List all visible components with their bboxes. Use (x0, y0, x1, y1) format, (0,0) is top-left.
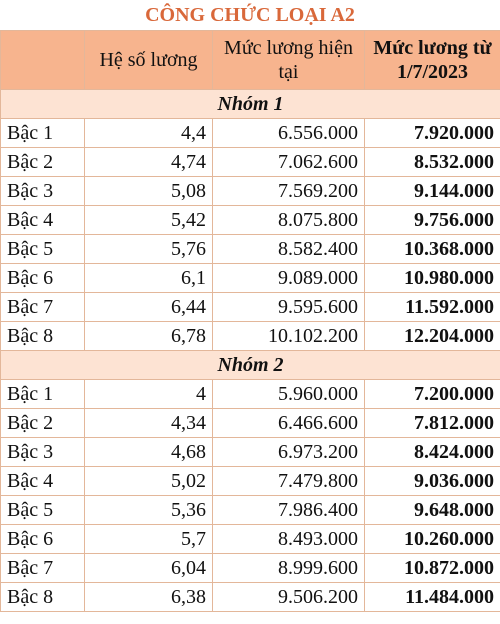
new-salary-cell: 11.592.000 (365, 293, 500, 322)
new-salary-cell: 9.648.000 (365, 496, 500, 525)
new-salary-cell: 10.260.000 (365, 525, 500, 554)
header-current-salary: Mức lương hiện tại (213, 31, 365, 90)
header-new-salary: Mức lương từ 1/7/2023 (365, 31, 500, 90)
current-salary-cell: 7.569.200 (213, 177, 365, 206)
rank-cell: Bậc 1 (1, 119, 85, 148)
new-salary-cell: 7.200.000 (365, 380, 500, 409)
rank-cell: Bậc 6 (1, 525, 85, 554)
current-salary-cell: 10.102.200 (213, 322, 365, 351)
group-name: Nhóm 2 (1, 351, 500, 380)
table-title: CÔNG CHỨC LOẠI A2 (0, 0, 500, 30)
salary-table (0, 30, 500, 612)
rank-cell: Bậc 5 (1, 496, 85, 525)
new-salary-cell: 12.204.000 (365, 322, 500, 351)
current-salary-cell: 6.973.200 (213, 438, 365, 467)
coefficient-cell: 5,7 (85, 525, 213, 554)
current-salary-cell: 8.999.600 (213, 554, 365, 583)
rank-cell: Bậc 2 (1, 148, 85, 177)
coefficient-cell: 6,78 (85, 322, 213, 351)
coefficient-cell: 4,74 (85, 148, 213, 177)
coefficient-cell: 6,38 (85, 583, 213, 612)
table-row (1, 525, 500, 554)
table-row (1, 119, 500, 148)
rank-cell: Bậc 5 (1, 235, 85, 264)
group-header-row (1, 351, 500, 380)
coefficient-cell: 4,4 (85, 119, 213, 148)
current-salary-cell: 8.582.400 (213, 235, 365, 264)
coefficient-cell: 6,04 (85, 554, 213, 583)
current-salary-cell: 6.466.600 (213, 409, 365, 438)
current-salary-cell: 9.595.600 (213, 293, 365, 322)
new-salary-cell: 10.368.000 (365, 235, 500, 264)
rank-cell: Bậc 7 (1, 554, 85, 583)
new-salary-cell: 9.144.000 (365, 177, 500, 206)
current-salary-cell: 6.556.000 (213, 119, 365, 148)
new-salary-cell: 10.980.000 (365, 264, 500, 293)
current-salary-cell: 8.493.000 (213, 525, 365, 554)
table-row (1, 496, 500, 525)
coefficient-cell: 5,76 (85, 235, 213, 264)
header-row (1, 31, 500, 90)
coefficient-cell: 5,08 (85, 177, 213, 206)
current-salary-cell: 9.089.000 (213, 264, 365, 293)
new-salary-cell: 8.424.000 (365, 438, 500, 467)
group-header-row (1, 90, 500, 119)
rank-cell: Bậc 8 (1, 583, 85, 612)
rank-cell: Bậc 2 (1, 409, 85, 438)
rank-cell: Bậc 1 (1, 380, 85, 409)
rank-cell: Bậc 3 (1, 177, 85, 206)
table-row (1, 583, 500, 612)
table-row (1, 148, 500, 177)
rank-cell: Bậc 8 (1, 322, 85, 351)
current-salary-cell: 9.506.200 (213, 583, 365, 612)
table-row (1, 264, 500, 293)
table-row (1, 380, 500, 409)
coefficient-cell: 4,34 (85, 409, 213, 438)
group-name: Nhóm 1 (1, 90, 500, 119)
rank-cell: Bậc 3 (1, 438, 85, 467)
table-row (1, 293, 500, 322)
new-salary-cell: 9.756.000 (365, 206, 500, 235)
new-salary-cell: 8.532.000 (365, 148, 500, 177)
rank-cell: Bậc 4 (1, 467, 85, 496)
current-salary-cell: 8.075.800 (213, 206, 365, 235)
table-body (1, 90, 500, 612)
new-salary-cell: 7.812.000 (365, 409, 500, 438)
table-row (1, 206, 500, 235)
coefficient-cell: 5,42 (85, 206, 213, 235)
table-row (1, 554, 500, 583)
rank-cell: Bậc 6 (1, 264, 85, 293)
table-row (1, 438, 500, 467)
new-salary-cell: 7.920.000 (365, 119, 500, 148)
current-salary-cell: 7.062.600 (213, 148, 365, 177)
current-salary-cell: 7.479.800 (213, 467, 365, 496)
coefficient-cell: 5,36 (85, 496, 213, 525)
header-coefficient: Hệ số lương (85, 31, 213, 90)
coefficient-cell: 4,68 (85, 438, 213, 467)
coefficient-cell: 4 (85, 380, 213, 409)
table-row (1, 467, 500, 496)
header-empty (1, 31, 85, 90)
current-salary-cell: 5.960.000 (213, 380, 365, 409)
rank-cell: Bậc 7 (1, 293, 85, 322)
table-row (1, 177, 500, 206)
current-salary-cell: 7.986.400 (213, 496, 365, 525)
coefficient-cell: 6,44 (85, 293, 213, 322)
new-salary-cell: 11.484.000 (365, 583, 500, 612)
rank-cell: Bậc 4 (1, 206, 85, 235)
table-row (1, 235, 500, 264)
coefficient-cell: 6,1 (85, 264, 213, 293)
new-salary-cell: 10.872.000 (365, 554, 500, 583)
coefficient-cell: 5,02 (85, 467, 213, 496)
new-salary-cell: 9.036.000 (365, 467, 500, 496)
table-row (1, 409, 500, 438)
table-row (1, 322, 500, 351)
